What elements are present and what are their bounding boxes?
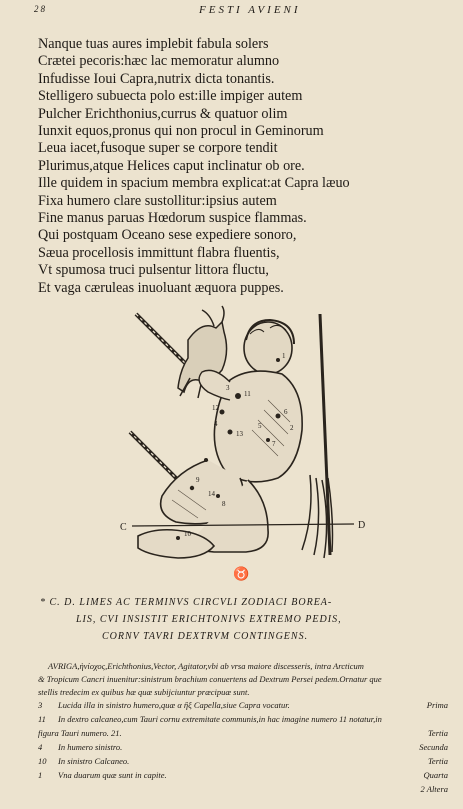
poem-line: Sæua procellosis immittunt flabra fluentis, (38, 244, 280, 261)
star-entry-magnitude: Prima (426, 700, 448, 710)
label-d: D (358, 520, 366, 531)
star-entry-text: In sinistro Calcaneo. (58, 756, 130, 766)
star-entry-number: 10 (38, 756, 47, 766)
star-number: 3 (226, 384, 230, 392)
star-entry-number: 4 (38, 742, 43, 752)
star-entry-magnitude: Tertia (427, 728, 448, 738)
star-number: 5 (258, 422, 262, 430)
caption-line: CORNV TAVRI DEXTRVM CONTINGENS. (102, 631, 309, 642)
poem-line: Vt spumosa truci pulsentur littora fluctu, (38, 262, 269, 279)
star-entry (38, 783, 458, 796)
star-number: 13 (236, 430, 243, 438)
label-c: C (120, 522, 127, 533)
star-entry-magnitude: Quarta (423, 770, 448, 780)
star-entry (38, 699, 458, 713)
star-entry-magnitude: Secunda (419, 742, 448, 752)
star-entry-magnitude: 2 Altera (420, 784, 448, 794)
star-entry-text: Lucida illa in sinistro humero,quæ α ἢξ Capella,siue Capra vocatur. (58, 700, 290, 710)
star-number: 10 (184, 530, 191, 538)
star-entry (38, 755, 458, 769)
caption-line: * C. D. LIMES AC TERMINVS CIRCVLI ZODIACI BOREA- (40, 597, 333, 608)
star-number: 6 (284, 408, 288, 416)
star-number: 4 (214, 420, 218, 428)
star-number: 11 (244, 390, 251, 398)
poem-line: Pulcher Erichthonius,currus & quatuor olim (38, 105, 288, 122)
star-entry-number: 1 (38, 770, 43, 780)
notes-paragraph-line: AVRIGA,ἡνίοχος,Erichthonius,Vector, Agitator,vbi ab vrsa maiore discesseris, intra Arcticum (48, 661, 364, 671)
star-number: 9 (196, 476, 200, 484)
poem-line: Qui postquam Oceano sese expediere sonoro, (38, 227, 297, 244)
star-number: 1 (282, 352, 286, 360)
taurus-symbol: ♉ (233, 566, 250, 581)
poem-line: Nanque tuas aures implebit fabula solers (38, 36, 269, 52)
star-number: 7 (272, 440, 276, 448)
star-entry (38, 713, 458, 727)
star-entry (38, 741, 458, 755)
poem-line: Iunxit equos,pronus qui non procul in Geminorum (38, 123, 324, 140)
star-entry-text: figura Tauri numero. 21. (38, 728, 122, 738)
star-number: 2 (290, 424, 294, 432)
poem-line: Leua iacet,fusoque super se corpore tendit (38, 140, 278, 157)
folio-number: 28 (34, 4, 47, 14)
poem-line: Ille quidem in spacium membra explicat:at Capra læuo (38, 175, 350, 192)
page-header (34, 4, 443, 18)
figure-caption (40, 594, 440, 645)
star-entry-magnitude: Tertia (427, 756, 448, 766)
notes-paragraph-line: stellis tredecim ex quibus hæ quæ subijciuntur præcipuæ sunt. (38, 687, 250, 697)
star-number: 14 (208, 490, 215, 498)
poem-line: Fixa humero clare sustollitur:ipsius autem (38, 192, 277, 209)
star-entry-number: 3 (38, 700, 43, 710)
star-entry (38, 727, 458, 741)
star-entry-text: In dextro calcaneo,cum Tauri cornu extremitate communis,in hac imagine numero 11 notatur,in (58, 714, 382, 724)
star-entry (38, 769, 458, 783)
star-number: 8 (222, 500, 226, 508)
poem-line: Plurimus,atque Helices caput inclinatur ob ore. (38, 157, 305, 174)
poem-line: Stelligero subuecta polo est:ille impiger autem (38, 88, 303, 105)
star-number: 12 (212, 404, 219, 412)
star-entry-text: In humero sinistro. (58, 742, 123, 752)
poem-line: Infudisse Ioui Capra,nutrix dicta tonantis. (38, 70, 275, 87)
star-notes (38, 660, 458, 796)
poem-line: Et vaga cæruleas inuoluant æquora puppes. (38, 279, 284, 296)
running-title: FESTI AVIENI (199, 4, 301, 16)
poem-text (38, 36, 368, 297)
poem-line: Fine manus paruas Hœdorum suspice flammas. (38, 210, 307, 227)
auriga-woodcut-illustration (118, 300, 378, 590)
caption-line: LIS, CVI INSISTIT ERICHTONIVS EXTREMO PEDIS, (76, 614, 342, 625)
star-entry-text: Vna duarum quæ sunt in capite. (58, 770, 167, 780)
poem-line: Crætei pecoris:hæc lac memoratur alumno (38, 53, 280, 70)
star-entry-number: 11 (38, 714, 46, 724)
notes-paragraph-line: & Tropicum Cancri inuenitur:sinistrum brachium conuertens ad Dextrum Persei pedem.Ornatur que (38, 674, 382, 684)
